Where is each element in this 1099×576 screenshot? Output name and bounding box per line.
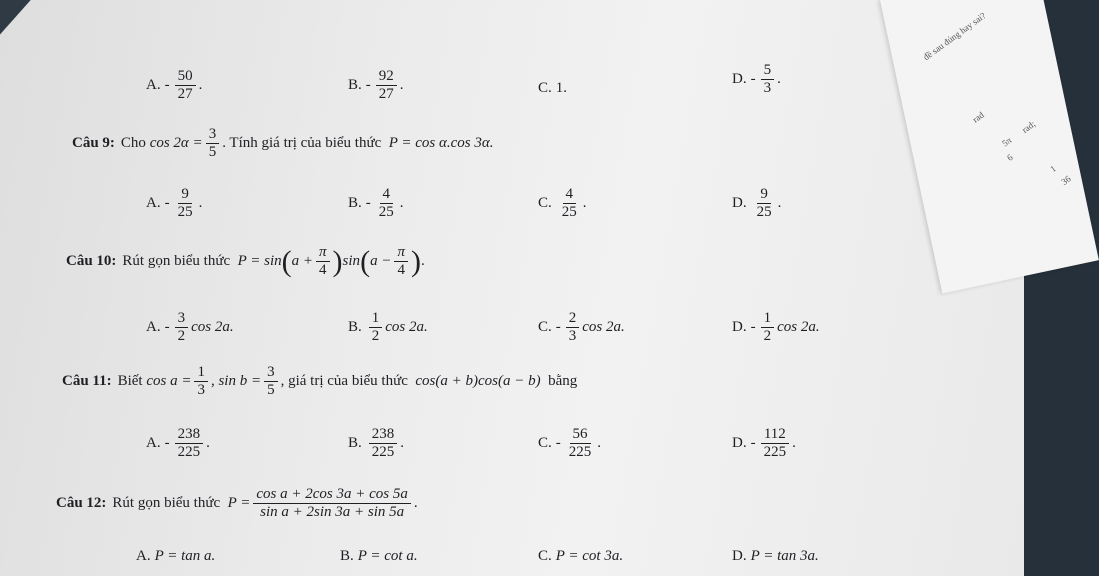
denominator: 4	[397, 262, 405, 279]
sign: -	[164, 195, 170, 212]
period: .	[400, 435, 405, 452]
denominator: 2	[763, 328, 772, 345]
stem-text: Rút gọn biểu thức	[122, 253, 231, 270]
numerator: 238	[175, 426, 204, 444]
margin-note: 1	[1048, 163, 1058, 175]
numerator: π	[316, 244, 330, 262]
option-value: 1.	[555, 80, 568, 96]
numerator: π	[394, 244, 408, 262]
numerator: 2	[566, 310, 580, 328]
fraction	[175, 310, 189, 346]
denominator: 27	[177, 86, 193, 103]
q9-stem	[72, 126, 494, 162]
math-expr: cos 2a.	[191, 319, 234, 336]
right-paren: )	[332, 244, 343, 278]
q11-option-b[interactable]	[348, 426, 404, 462]
q9-option-a[interactable]	[146, 186, 202, 222]
margin-note: 6	[1005, 152, 1015, 163]
math-expr: P =	[227, 495, 251, 512]
margin-note: rad;	[1020, 118, 1038, 136]
q9-option-d[interactable]	[732, 186, 781, 222]
period: .	[597, 435, 602, 452]
period: .	[792, 435, 796, 452]
q12-option-c[interactable]	[538, 548, 623, 565]
period: .	[198, 77, 203, 94]
fraction	[376, 186, 397, 222]
question-label: Câu 9:	[72, 135, 115, 152]
option-letter: A.	[146, 435, 161, 452]
sign: -	[365, 77, 371, 94]
fraction	[369, 310, 383, 346]
option-letter: B.	[348, 435, 362, 452]
option-letter: C.	[538, 195, 552, 212]
period: .	[198, 195, 203, 212]
stem-text: Biết	[117, 373, 143, 390]
sign: -	[555, 435, 561, 452]
denominator: 2	[371, 328, 380, 345]
numerator: cos a + 2cos 3a + cos 5a	[253, 486, 410, 504]
option-letter: A.	[146, 195, 161, 212]
fraction	[253, 486, 410, 522]
denominator: 225	[568, 444, 592, 461]
q12-option-b[interactable]	[340, 548, 418, 565]
fraction	[175, 68, 196, 104]
denominator: 5	[208, 144, 217, 161]
fraction	[264, 364, 278, 400]
q11-option-d[interactable]	[732, 426, 796, 462]
q12-option-a[interactable]	[136, 548, 215, 565]
stem-text: Cho	[120, 135, 146, 152]
q11-stem	[62, 364, 577, 400]
numerator: 1	[369, 310, 383, 328]
margin-note: rad	[970, 109, 986, 125]
period: .	[582, 195, 587, 212]
q8-option-c[interactable]	[538, 80, 567, 97]
q11-option-c[interactable]	[538, 426, 601, 462]
denominator: 25	[561, 204, 577, 221]
numerator: 56	[570, 426, 591, 444]
sign: -	[164, 435, 170, 452]
math-expr: cos 2a.	[582, 319, 625, 336]
numerator: 4	[563, 186, 577, 204]
numerator: 3	[206, 126, 220, 144]
q8-option-d[interactable]	[732, 62, 781, 98]
denominator: 27	[378, 86, 394, 103]
fraction	[369, 426, 398, 462]
numerator: 3	[175, 310, 189, 328]
sign: -	[164, 319, 170, 336]
q11-option-a[interactable]	[146, 426, 210, 462]
fraction	[376, 68, 397, 104]
option-letter: D.	[732, 435, 747, 452]
numerator: 3	[264, 364, 278, 382]
math-expr: cos 2α =	[149, 135, 203, 152]
option-letter: B.	[348, 77, 362, 94]
option-letter: B.	[348, 195, 362, 212]
sign: -	[164, 77, 170, 94]
option-letter: D.	[732, 71, 747, 88]
denominator: 225	[177, 444, 201, 461]
fraction	[316, 244, 330, 280]
fraction	[754, 186, 775, 222]
math-expr: a −	[370, 253, 392, 270]
comma: ,	[210, 373, 215, 390]
fraction	[175, 426, 204, 462]
denominator: 225	[763, 444, 787, 461]
option-letter: B.	[340, 548, 354, 564]
q10-stem	[66, 244, 425, 280]
sign: -	[750, 71, 756, 88]
fraction	[206, 126, 220, 162]
period: .	[777, 71, 781, 88]
q8-option-b[interactable]	[348, 68, 404, 104]
math-expr: P = tan a.	[154, 548, 216, 564]
option-letter: A.	[146, 77, 161, 94]
denominator: 3	[197, 382, 205, 399]
option-letter: B.	[348, 319, 362, 336]
q10-option-c[interactable]	[538, 310, 625, 346]
math-expr: P = tan 3a.	[750, 548, 819, 564]
denominator: sin a + 2sin 3a + sin 5a	[260, 504, 405, 521]
fraction	[761, 62, 775, 98]
right-paren: )	[410, 244, 421, 278]
option-letter: C.	[538, 435, 552, 452]
numerator: 1	[194, 364, 208, 382]
stem-text: . Tính giá trị của biểu thức	[222, 135, 382, 152]
math-expr: P = sin	[237, 253, 282, 270]
left-paren: (	[360, 244, 371, 278]
q9-option-b[interactable]	[348, 186, 404, 222]
numerator: 9	[757, 186, 771, 204]
option-letter: D.	[732, 319, 747, 336]
numerator: 9	[178, 186, 192, 204]
option-letter: C.	[538, 80, 552, 96]
fraction	[194, 364, 208, 400]
stem-text: bằng	[548, 373, 578, 390]
fraction	[559, 186, 580, 222]
denominator: 3	[568, 328, 577, 345]
q12-stem	[56, 486, 418, 522]
sign: -	[750, 435, 756, 452]
math-expr: cos 2a.	[777, 319, 820, 336]
denominator: 25	[378, 204, 394, 221]
numerator: 92	[376, 68, 397, 86]
sign: -	[555, 319, 561, 336]
numerator: 5	[761, 62, 775, 80]
q10-option-b[interactable]	[348, 310, 428, 346]
math-expr: cos 2a.	[385, 319, 428, 336]
numerator: 4	[380, 186, 394, 204]
fraction	[566, 426, 595, 462]
option-letter: D.	[732, 195, 747, 212]
fraction	[761, 310, 775, 346]
option-letter: C.	[538, 548, 552, 564]
stem-text: Rút gọn biểu thức	[112, 495, 221, 512]
math-expr: sin b =	[218, 373, 262, 390]
q8-option-a[interactable]	[146, 68, 202, 104]
math-expr: P = cos α.cos 3α.	[388, 135, 494, 152]
math-expr: sin	[342, 253, 361, 270]
denominator: 25	[756, 204, 772, 221]
q12-option-d[interactable]	[732, 548, 819, 565]
margin-note: đề sau đúng hay sai?	[921, 10, 988, 63]
math-expr: P = cot 3a.	[555, 548, 624, 564]
math-expr: cos(a + b)cos(a − b)	[415, 373, 541, 390]
denominator: 2	[177, 328, 186, 345]
option-letter: A.	[146, 319, 161, 336]
math-expr: a +	[291, 253, 314, 270]
margin-note: 36	[1059, 173, 1073, 187]
fraction	[394, 244, 408, 280]
math-expr: P = cot a.	[357, 548, 418, 564]
numerator: 238	[369, 426, 398, 444]
question-label: Câu 11:	[62, 373, 112, 390]
q9-option-c[interactable]	[538, 186, 587, 222]
margin-note: 5π	[1000, 135, 1014, 149]
option-letter: C.	[538, 319, 552, 336]
q10-option-a[interactable]	[146, 310, 234, 346]
numerator: 50	[175, 68, 196, 86]
denominator: 25	[177, 204, 193, 221]
period: .	[399, 77, 404, 94]
period: .	[206, 435, 210, 452]
stem-text: , giá trị của biểu thức	[280, 373, 408, 390]
denominator: 225	[371, 444, 395, 461]
period: .	[413, 495, 418, 512]
fraction	[761, 426, 790, 462]
option-letter: D.	[732, 548, 747, 564]
fraction	[175, 186, 196, 222]
period: .	[399, 195, 404, 212]
q10-option-d[interactable]	[732, 310, 820, 346]
period: .	[420, 253, 425, 270]
sign: -	[365, 195, 371, 212]
question-label: Câu 12:	[56, 495, 107, 512]
denominator: 4	[319, 262, 327, 279]
period: .	[777, 195, 782, 212]
math-expr: cos a =	[146, 373, 192, 390]
sign: -	[750, 319, 756, 336]
numerator: 112	[761, 426, 789, 444]
fraction	[566, 310, 580, 346]
question-label: Câu 10:	[66, 253, 117, 270]
option-letter: A.	[136, 548, 151, 564]
left-paren: (	[281, 244, 292, 278]
denominator: 5	[267, 382, 275, 399]
numerator: 1	[761, 310, 775, 328]
denominator: 3	[763, 80, 772, 97]
